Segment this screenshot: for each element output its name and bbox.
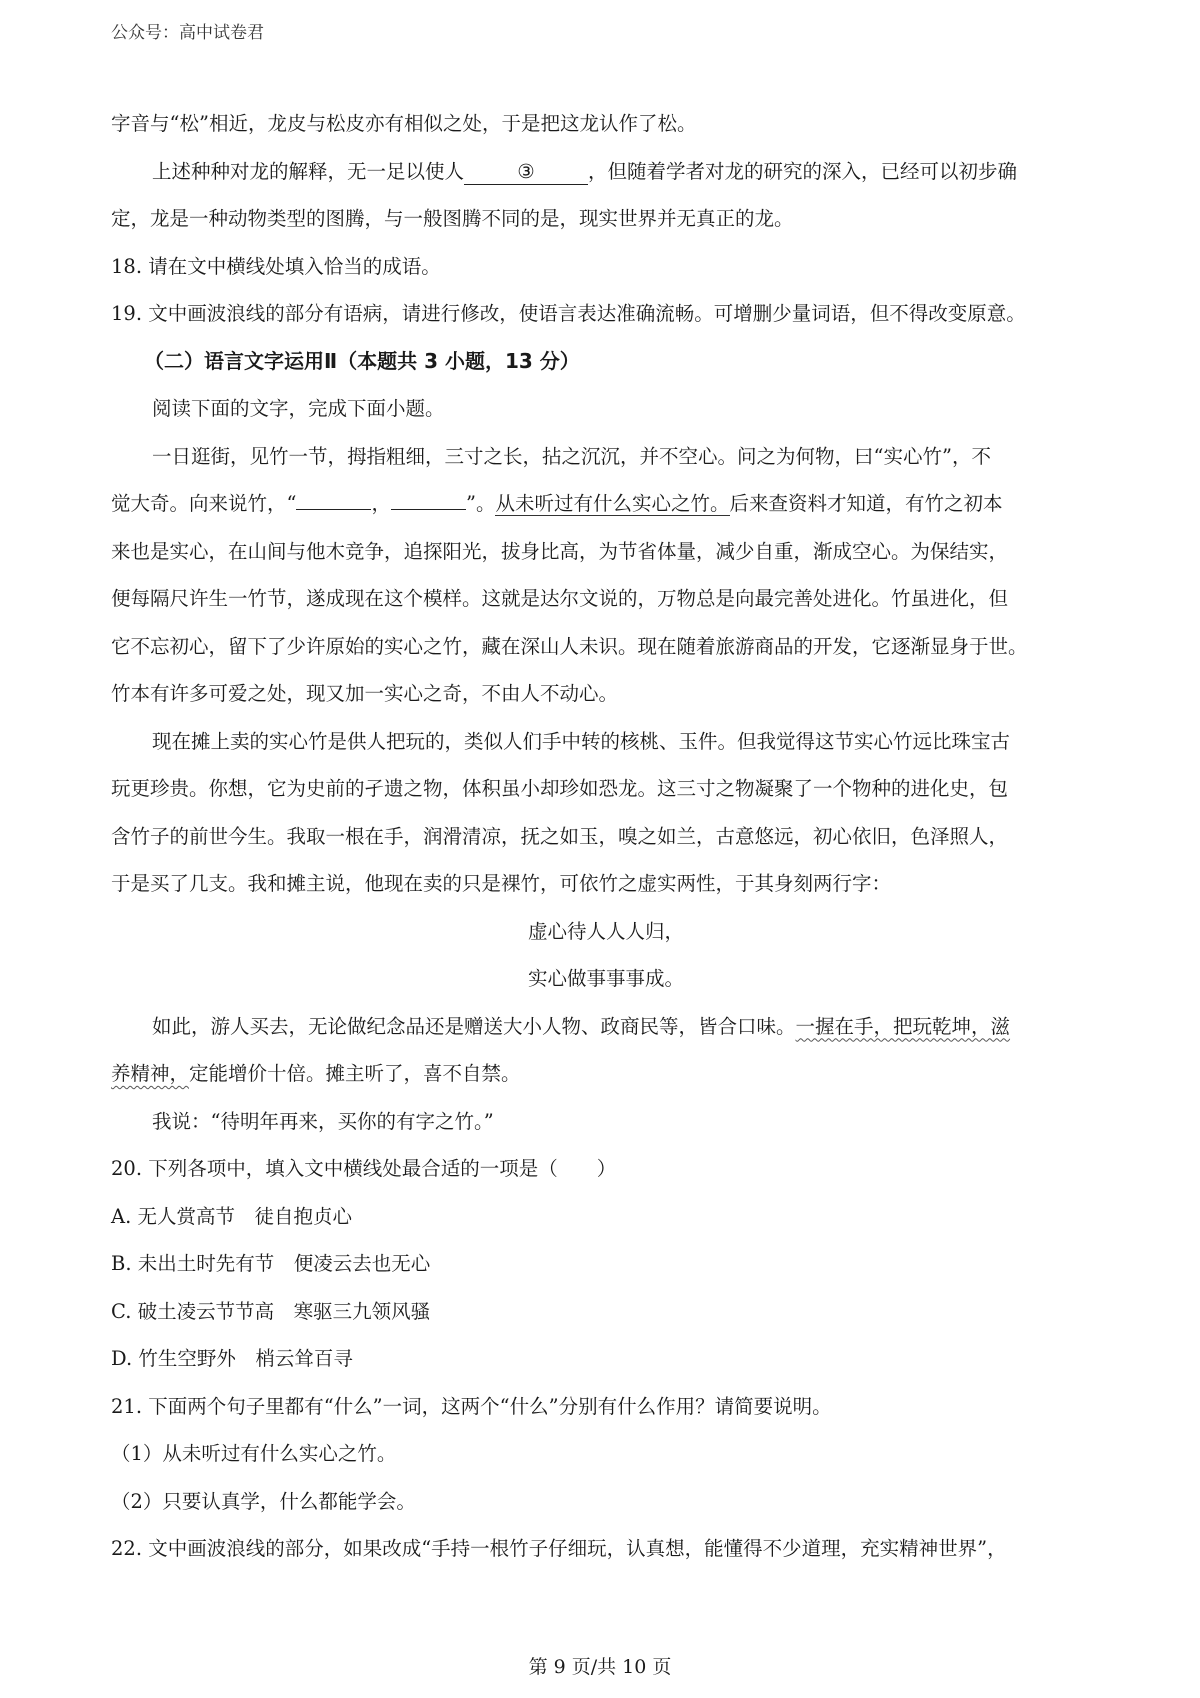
page-footer: 第 9 页/共 10 页 <box>528 1656 672 1678</box>
question-18: 18. 请在文中横线处填入恰当的成语。 <box>111 254 441 278</box>
option-c: C. 破土凌云节节高 寒驱三九领风骚 <box>111 1299 431 1323</box>
text-segment: 上述种种对龙的解释，无一足以使人 <box>152 159 465 183</box>
paragraph-line: 字音与“松”相近，龙皮与松皮亦有相似之处，于是把这龙认作了松。 <box>111 112 697 135</box>
couplet-line: 实心做事事事成。 <box>527 967 684 990</box>
answer-blank <box>296 509 371 510</box>
section-heading: （二）语言文字运用Ⅱ（本题共 3 小题，13 分） <box>144 348 580 373</box>
underlined-sentence: 从未听过有什么实心之竹。 <box>495 492 730 515</box>
passage-line: 便每隔尺许生一竹节，遂成现在这个模样。这就是达尔文说的，万物总是向最完善处进化。竹虽进化，但 <box>111 587 1009 610</box>
passage-line: 一日逛街，见竹一节，拇指粗细，三寸之长，拈之沉沉，并不空心。问之为何物，曰“实心竹”，不 <box>152 444 991 468</box>
text-segment: ，但随着学者对龙的研究的深入，已经可以初步确 <box>588 159 1018 183</box>
passage-line: 现在摊上卖的实心竹是供人把玩的，类似人们手中转的核桃、玉件。但我觉得这节实心竹远比珠宝古 <box>152 729 1011 753</box>
passage-line: 竹本有许多可爱之处，现又加一实心之奇，不由人不动心。 <box>111 682 619 705</box>
paragraph-line <box>111 148 1101 196</box>
passage-line <box>111 1003 1101 1051</box>
sub-question: （2）只要认真学，什么都能学会。 <box>111 1489 416 1513</box>
option-b: B. 未出土时先有节 便凌云去也无心 <box>111 1252 431 1275</box>
question-21: 21. 下面两个句子里都有“什么”一词，这两个“什么”分别有什么作用？请简要说明。 <box>111 1394 832 1418</box>
instruction: 阅读下面的文字，完成下面小题。 <box>152 397 445 420</box>
text-segment: 定能增价十倍。摊主听了，喜不自禁。 <box>189 1062 521 1085</box>
text-segment: ”。 <box>466 492 496 515</box>
passage-line: 来也是实心，在山间与他木竞争，追探阳光，拔身比高，为节省体量，减少自重，渐成空心。为保结实， <box>111 539 1009 563</box>
question-20: 20. 下列各项中，填入文中横线处最合适的一项是（ ） <box>111 1157 617 1180</box>
text-segment: ， <box>371 492 391 515</box>
option-a: A. 无人赏高节 徒自抱贞心 <box>111 1204 352 1228</box>
sub-question: （1）从未听过有什么实心之竹。 <box>111 1442 397 1465</box>
passage-line: 含竹子的前世今生。我取一根在手，润滑清凉，抚之如玉，嗅之如兰，古意悠远，初心依旧，色泽照人， <box>111 824 1009 848</box>
paragraph-line: 定，龙是一种动物类型的图腾，与一般图腾不同的是，现实世界并无真正的龙。 <box>111 207 794 230</box>
wavy-underlined-text: 养精神， <box>111 1062 190 1085</box>
text-segment: 觉大奇。向来说竹，“ <box>111 492 297 515</box>
couplet-line: 虚心待人人人归， <box>527 919 684 943</box>
answer-blank-3: ③ <box>464 160 588 185</box>
page-content <box>111 100 1101 1573</box>
page-header: 公众号：高中试卷君 <box>111 23 264 43</box>
answer-blank <box>391 509 466 510</box>
text-segment: 后来查资料才知道，有竹之初本 <box>729 492 1003 515</box>
passage-line: 于是买了几支。我和摊主说，他现在卖的只是裸竹，可依竹之虚实两性，于其身刻两行字： <box>111 872 892 895</box>
question-22: 22. 文中画波浪线的部分，如果改成“手持一根竹子仔细玩，认真想，能懂得不少道理，充实精神世界”， <box>111 1537 1007 1560</box>
question-19: 19. 文中画波浪线的部分有语病，请进行修改，使语言表达准确流畅。可增删少量词语，但不得改变原意。 <box>111 302 1026 325</box>
passage-line: 玩更珍贵。你想，它为史前的孑遗之物，体积虽小却珍如恐龙。这三寸之物凝聚了一个物种的进化史，包 <box>111 777 1009 800</box>
text-segment: 如此，游人买去，无论做纪念品还是赠送大小人物、政商民等，皆合口味。 <box>152 1014 796 1038</box>
passage-line <box>111 1050 1101 1098</box>
passage-line: 我说：“待明年再来，买你的有字之竹。” <box>152 1109 494 1133</box>
passage-line: 它不忘初心，留下了少许原始的实心之竹，藏在深山人未识。现在随着旅游商品的开发，它逐渐显身于世。 <box>111 634 1028 658</box>
passage-line <box>111 480 1101 528</box>
wavy-underlined-text: 一握在手，把玩乾坤，滋 <box>795 1014 1011 1038</box>
option-d: D. 竹生空野外 梢云耸百寻 <box>111 1347 353 1370</box>
